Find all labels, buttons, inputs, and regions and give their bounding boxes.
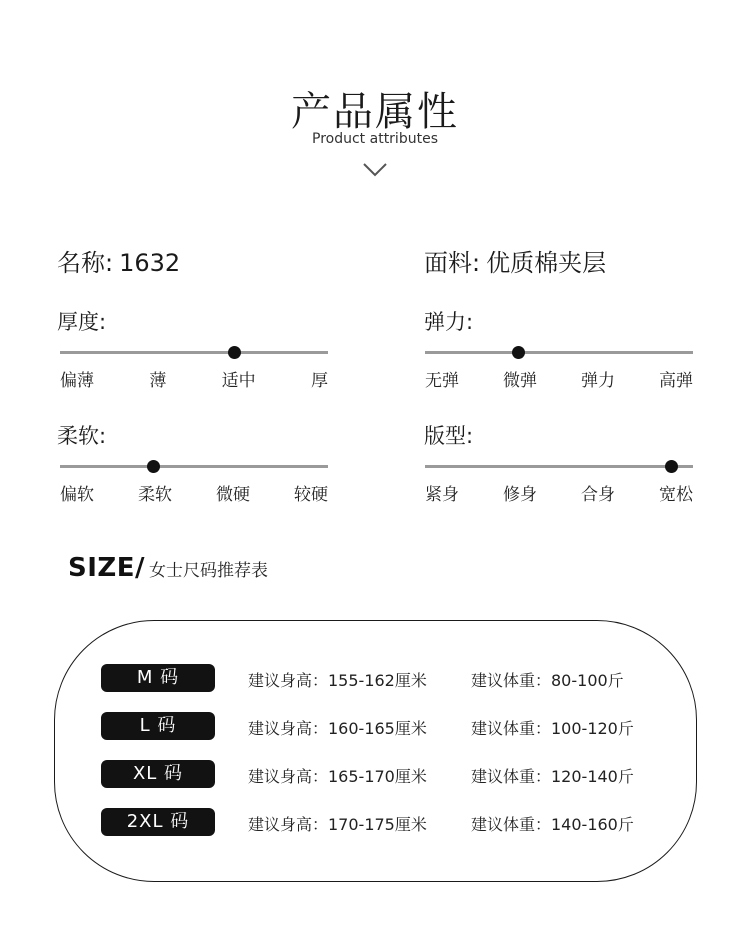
size-title-sub: 女士尺码推荐表 [149, 561, 269, 581]
size-height: 建议身高：170-175厘米 [248, 815, 427, 834]
softness-track [60, 465, 328, 468]
softness-label: 柔软: [57, 424, 107, 448]
fit-option: 修身 [503, 485, 537, 505]
name-field [57, 243, 180, 278]
size-chart-box [54, 620, 697, 882]
softness-marker [147, 460, 160, 473]
elasticity-slider [425, 351, 693, 354]
fit-slider [425, 465, 693, 468]
elasticity-label: 弹力: [424, 310, 474, 334]
name-value: 1632 [119, 249, 181, 277]
softness-option: 微硬 [216, 485, 250, 505]
softness-slider [60, 465, 328, 468]
thickness-option: 厚 [310, 371, 328, 391]
size-weight: 建议体重：80-100斤 [471, 671, 624, 690]
thickness-options [60, 366, 328, 391]
size-title-main: SIZE/ [68, 553, 146, 583]
thickness-label: 厚度: [57, 310, 107, 334]
size-height: 建议身高：165-170厘米 [248, 767, 427, 786]
size-chart-title [68, 553, 268, 583]
softness-option: 柔软 [138, 485, 172, 505]
page-title: 产品属性 [291, 89, 459, 135]
elasticity-option: 无弹 [425, 371, 459, 391]
softness-options [60, 480, 328, 505]
thickness-marker [228, 346, 241, 359]
thickness-option: 薄 [149, 371, 167, 391]
size-height: 建议身高：160-165厘米 [248, 719, 427, 738]
thickness-track [60, 351, 328, 354]
fit-options [425, 480, 693, 505]
fit-track [425, 465, 693, 468]
elasticity-option: 弹力 [581, 371, 615, 391]
elasticity-option: 高弹 [659, 371, 693, 391]
elasticity-options [425, 366, 693, 391]
size-badge: XL 码 [101, 760, 215, 788]
fit-option: 合身 [581, 485, 615, 505]
size-height: 建议身高：155-162厘米 [248, 671, 427, 690]
fit-option: 宽松 [659, 485, 693, 505]
size-badge: 2XL 码 [101, 808, 215, 836]
fit-option: 紧身 [425, 485, 459, 505]
elasticity-marker [512, 346, 525, 359]
size-weight: 建议体重：100-120斤 [471, 719, 634, 738]
fabric-label: 面料: [424, 249, 481, 277]
page-subtitle: Product attributes [312, 131, 438, 147]
name-label: 名称: [57, 249, 114, 277]
thickness-option: 偏薄 [60, 371, 94, 391]
fit-label: 版型: [424, 424, 474, 448]
fit-marker [665, 460, 678, 473]
chevron-down-icon [362, 160, 388, 178]
size-weight: 建议体重：120-140斤 [471, 767, 634, 786]
thickness-slider [60, 351, 328, 354]
fabric-value: 优质棉夹层 [486, 249, 607, 277]
softness-option: 偏软 [60, 485, 94, 505]
size-badge: M 码 [101, 664, 215, 692]
size-badge: L 码 [101, 712, 215, 740]
fabric-field [424, 243, 606, 278]
elasticity-option: 微弹 [503, 371, 537, 391]
elasticity-track [425, 351, 693, 354]
thickness-option: 适中 [221, 371, 256, 391]
size-weight: 建议体重：140-160斤 [471, 815, 634, 834]
softness-option: 较硬 [294, 485, 328, 505]
